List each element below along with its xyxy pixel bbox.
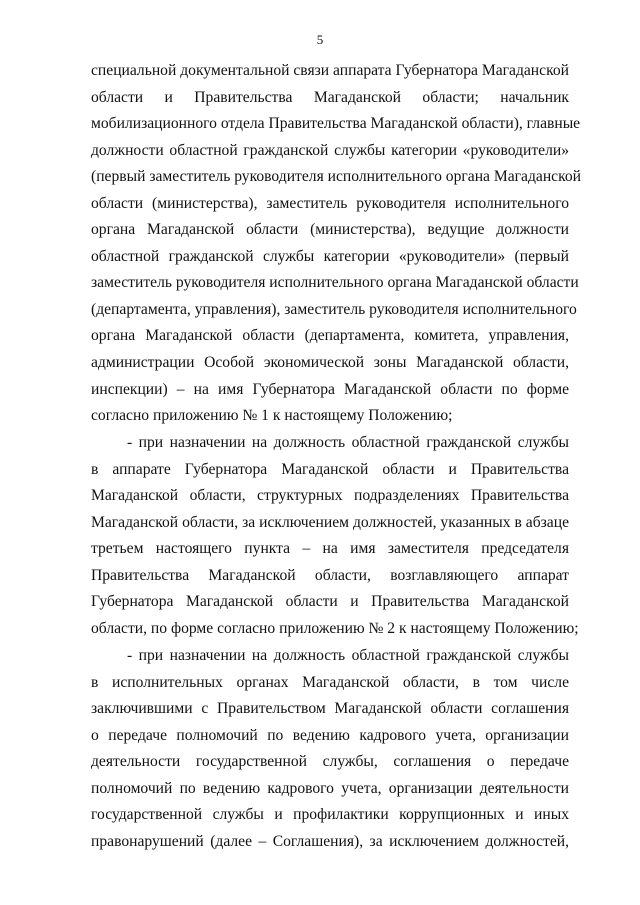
paragraph-apparatus <box>91 430 579 642</box>
text-line: правонарушений (далее – Соглашения), за исключением должностей, <box>91 832 569 850</box>
page-number: 5 <box>316 32 324 47</box>
text-line: полномочий по ведению кадрового учета, организации деятельности <box>91 779 569 797</box>
text-line: специальной документальной связи аппарата Губернатора Магаданской <box>91 62 569 79</box>
text-line: о передаче полномочий по ведению кадрового учета, организации <box>91 726 569 744</box>
text-line: области и Правительства Магаданской области; начальник <box>91 88 569 106</box>
text-line: третьем настоящего пункта – на имя заместителя председателя <box>91 540 569 558</box>
text-line: согласно приложению № 1 к настоящему Положению; <box>91 407 453 425</box>
text-line: заместитель руководителя исполнительного органа Магаданской области <box>91 274 579 292</box>
text-line: мобилизационного отдела Правительства Магаданской области), главные <box>91 115 581 133</box>
text-line: (департамента, управления), заместитель руководителя исполнительного <box>91 300 577 318</box>
text-line: Правительства Магаданской области, возглавляющего аппарат <box>91 566 569 584</box>
text-line: деятельности государственной службы, соглашения о передаче <box>91 753 569 771</box>
text-line: органа Магаданской области (министерства), ведущие должности <box>91 221 569 239</box>
text-line: органа Магаданской области (департамента, комитета, управления, <box>91 327 569 345</box>
paragraph-executive-bodies <box>91 643 569 855</box>
text-line: Магаданской области, структурных подразделениях Правительства <box>91 487 569 505</box>
text-line: - при назначении на должность областной гражданской службы <box>127 647 569 664</box>
text-line: в исполнительных органах Магаданской области, в том числе <box>91 673 569 691</box>
text-line: заключившими с Правительством Магаданской области соглашения <box>91 700 569 718</box>
text-line: области (министерства), заместитель руководителя исполнительного <box>91 194 569 212</box>
text-line: Магаданской области, за исключением должностей, указанных в абзаце <box>91 513 569 531</box>
text-line: области, по форме согласно приложению № 2 к настоящему Положению; <box>91 619 579 637</box>
text-line: государственной службы и профилактики коррупционных и иных <box>91 806 569 824</box>
text-line: администрации Особой экономической зоны Магаданской области, <box>91 354 569 372</box>
text-line: (первый заместитель руководителя исполнительного органа Магаданской <box>91 168 582 186</box>
text-line: в аппарате Губернатора Магаданской области и Правительства <box>91 460 569 478</box>
text-line: должности областной гражданской службы категории «руководители» <box>91 141 569 159</box>
text-line: областной гражданской службы категории «руководители» (первый <box>91 247 569 265</box>
text-line: инспекции) – на имя Губернатора Магаданской области по форме <box>91 380 569 398</box>
paragraph-continuation <box>91 58 582 430</box>
text-line: - при назначении на должность областной гражданской службы <box>127 434 569 451</box>
text-line: Губернатора Магаданской области и Правительства Магаданской <box>91 593 569 611</box>
